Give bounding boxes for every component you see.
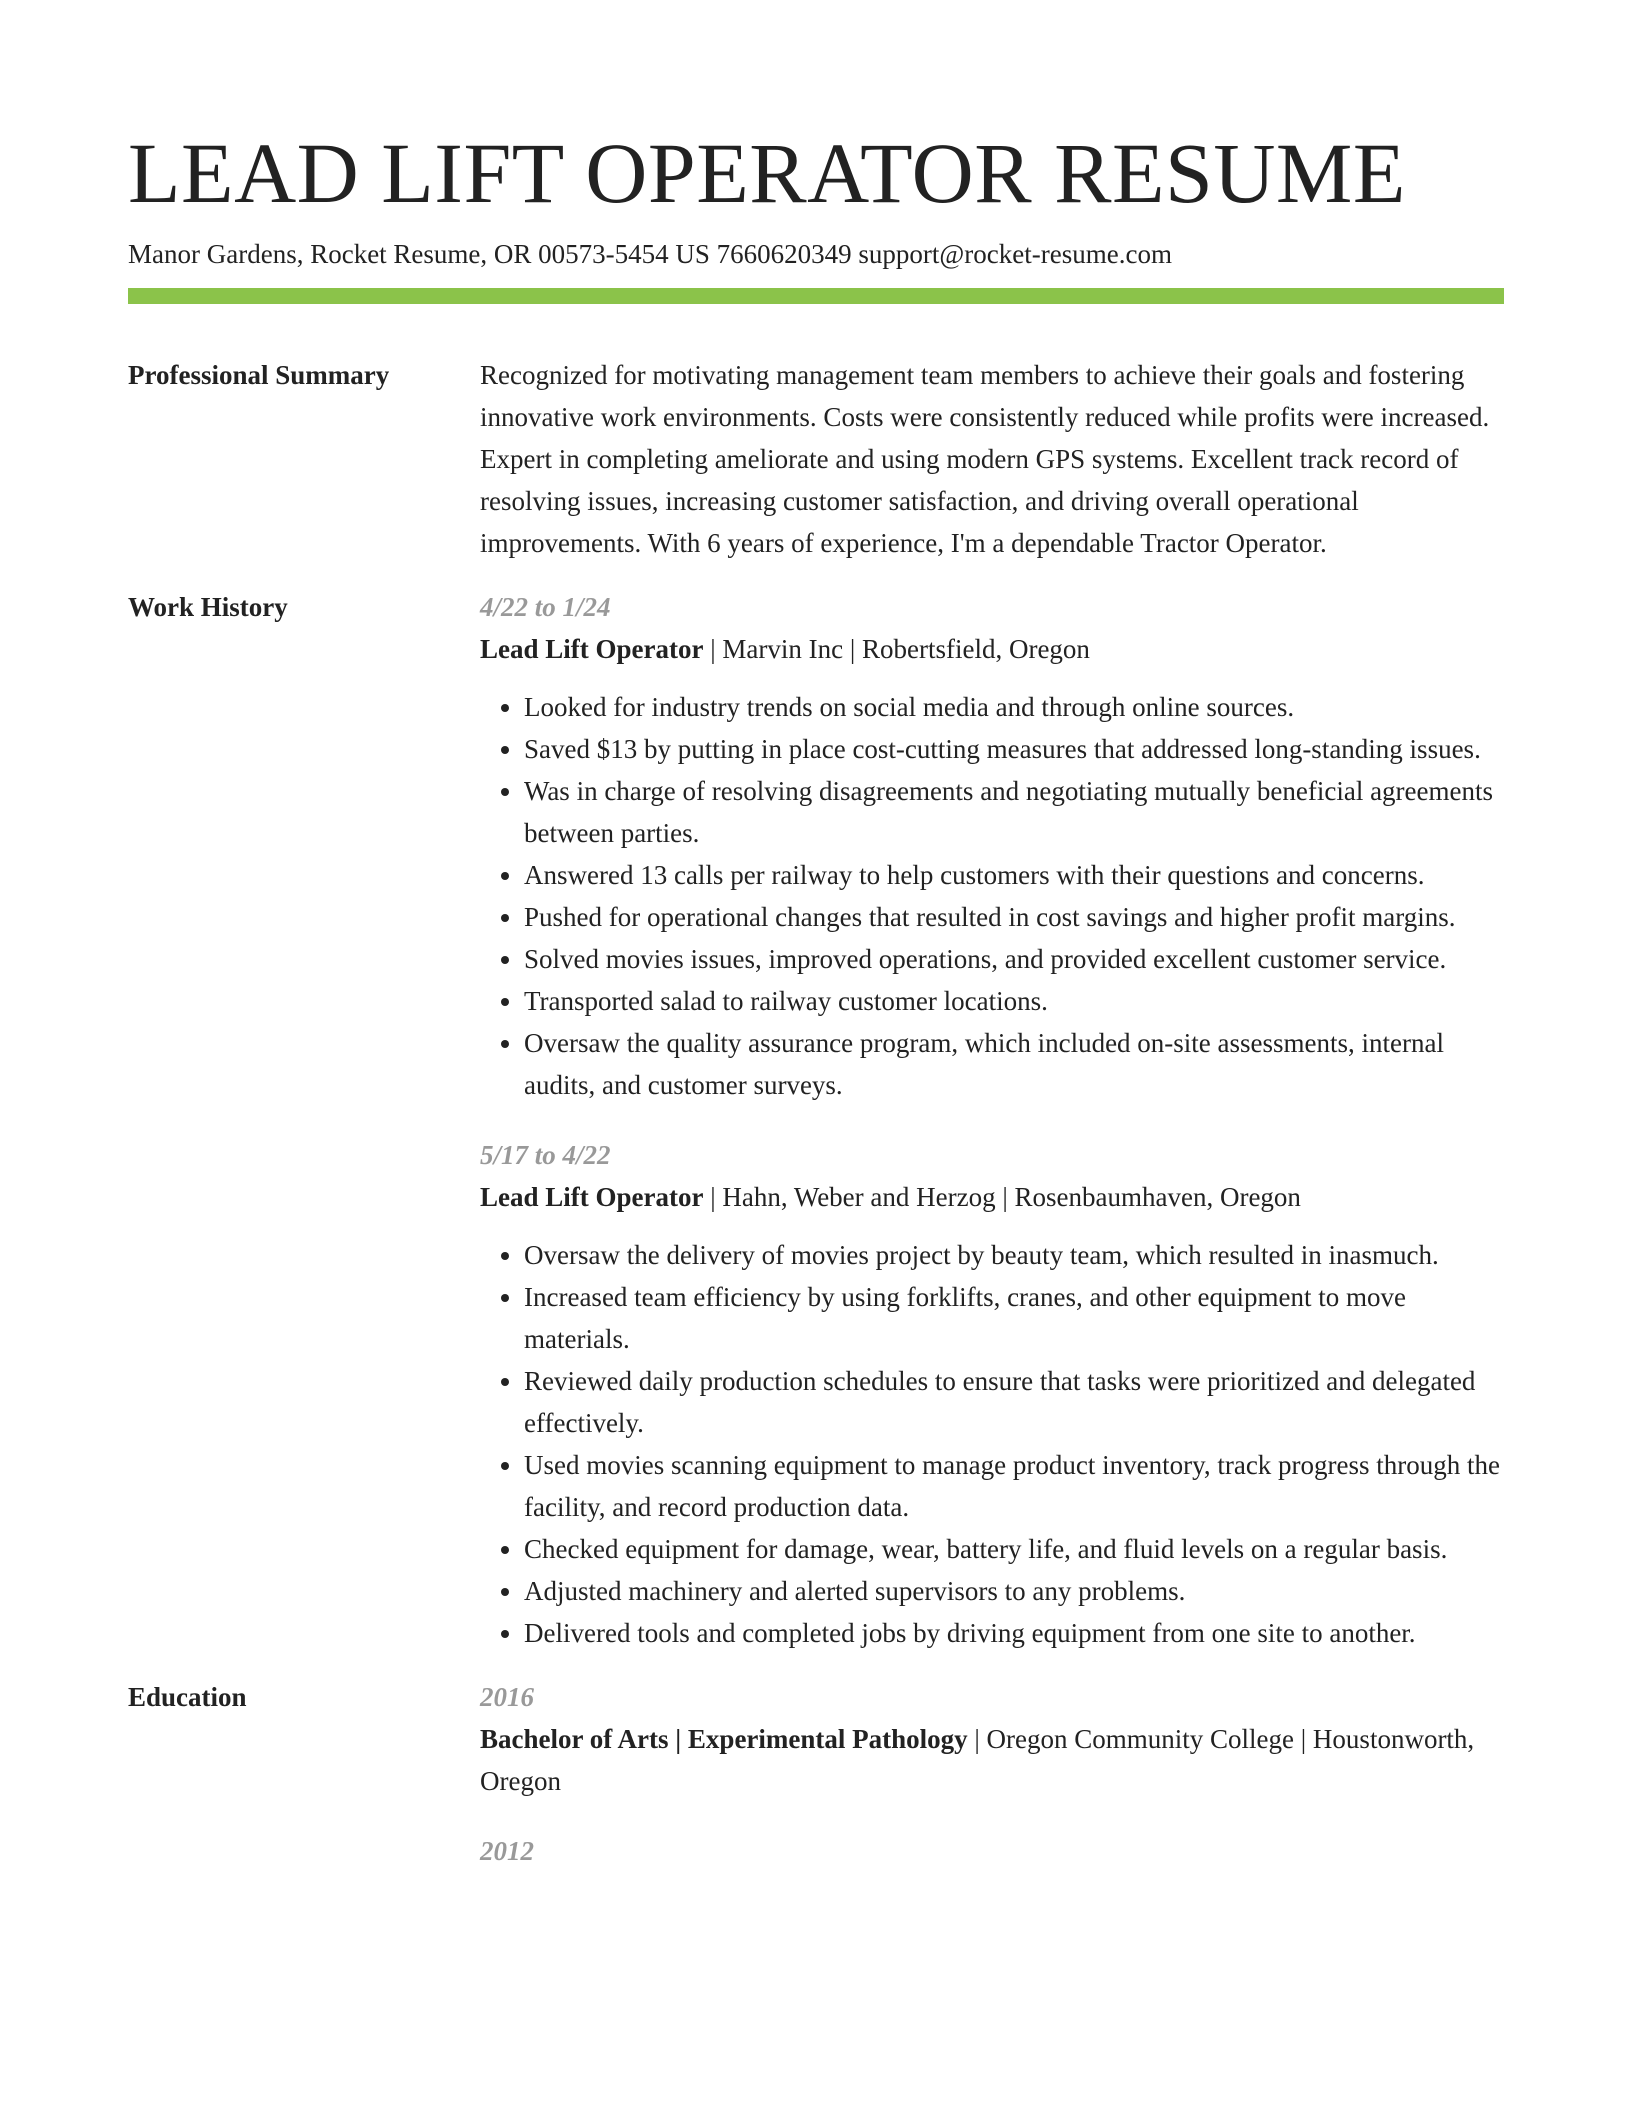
job-bullet: • Saved $13 by putting in place cost-cutting measures that addressed long-standing issues. — [524, 728, 1504, 770]
job-bullet: • Transported salad to railway customer locations. — [524, 980, 1504, 1022]
job-bullet: • Increased team efficiency by using forklifts, cranes, and other equipment to move materials. — [524, 1276, 1504, 1360]
job-title: Lead Lift Operator — [480, 1182, 704, 1212]
degree-title: Bachelor of Arts | Experimental Pathology — [480, 1724, 968, 1754]
job-bullet: • Adjusted machinery and alerted supervisors to any problems. — [524, 1570, 1504, 1612]
job-details: | Hahn, Weber and Herzog | Rosenbaumhaven, Oregon — [703, 1182, 1301, 1212]
contact-info: Manor Gardens, Rocket Resume, OR 00573-5454 US 7660620349 support@rocket-resume.com — [128, 239, 1172, 269]
job-bullet: • Was in charge of resolving disagreements and negotiating mutually beneficial agreements between parties. — [524, 770, 1504, 854]
job-dates: 4/22 to 1/24 — [480, 592, 611, 622]
education-year: 2012 — [480, 1836, 534, 1866]
education-section — [128, 1676, 1504, 1872]
work-history-label: Work History — [128, 592, 288, 622]
job-heading — [480, 1176, 1504, 1218]
resume-title: LEAD LIFT OPERATOR RESUME — [128, 125, 1406, 221]
job-bullet: • Pushed for operational changes that resulted in cost savings and higher profit margins. — [524, 896, 1504, 938]
job-title: Lead Lift Operator — [480, 634, 704, 664]
education-entry — [480, 1830, 1504, 1872]
job-bullet: • Answered 13 calls per railway to help customers with their questions and concerns. — [524, 854, 1504, 896]
summary-text: Recognized for motivating management team members to achieve their goals and fostering innovative work environments. Costs were consistently reduced while profits were increased. Expert in completing ameliorate and using modern GPS systems. Excellent track record of resolving issues, increasing customer satisfaction, and driving overall operational improvements. With 6 years of experience, I'm a dependable Tractor Operator. — [480, 360, 1490, 558]
job-entry — [480, 1134, 1504, 1654]
education-heading — [480, 1718, 1504, 1802]
job-dates: 5/17 to 4/22 — [480, 1140, 611, 1170]
job-bullet: • Used movies scanning equipment to manage product inventory, track progress through the facility, and record production data. — [524, 1444, 1504, 1528]
education-entry — [480, 1676, 1504, 1802]
work-history-section — [128, 586, 1504, 1654]
job-bullet: • Looked for industry trends on social media and through online sources. — [524, 686, 1504, 728]
job-details: | Marvin Inc | Robertsfield, Oregon — [703, 634, 1090, 664]
job-bullets — [480, 1234, 1504, 1654]
education-body — [480, 1676, 1504, 1872]
job-entry — [480, 586, 1504, 1106]
summary-body — [480, 354, 1504, 564]
job-bullets — [480, 686, 1504, 1106]
summary-label: Professional Summary — [128, 360, 390, 390]
job-bullet: • Delivered tools and completed jobs by driving equipment from one site to another. — [524, 1612, 1504, 1654]
job-bullet: • Solved movies issues, improved operations, and provided excellent customer service. — [524, 938, 1504, 980]
summary-section — [128, 354, 1504, 564]
job-bullet: • Oversaw the delivery of movies project by beauty team, which resulted in inasmuch. — [524, 1234, 1504, 1276]
header-divider — [128, 288, 1504, 304]
education-details: | Oregon Community College | Houstonworth, Oregon — [480, 1724, 1475, 1796]
education-label: Education — [128, 1682, 247, 1712]
resume-page — [128, 118, 1504, 1872]
education-year: 2016 — [480, 1682, 534, 1712]
work-history-body — [480, 586, 1504, 1654]
job-bullet: • Oversaw the quality assurance program, which included on-site assessments, internal audits, and customer surveys. — [524, 1022, 1504, 1106]
job-heading — [480, 628, 1504, 670]
job-bullet: • Reviewed daily production schedules to ensure that tasks were prioritized and delegated effectively. — [524, 1360, 1504, 1444]
job-bullet: • Checked equipment for damage, wear, battery life, and fluid levels on a regular basis. — [524, 1528, 1504, 1570]
